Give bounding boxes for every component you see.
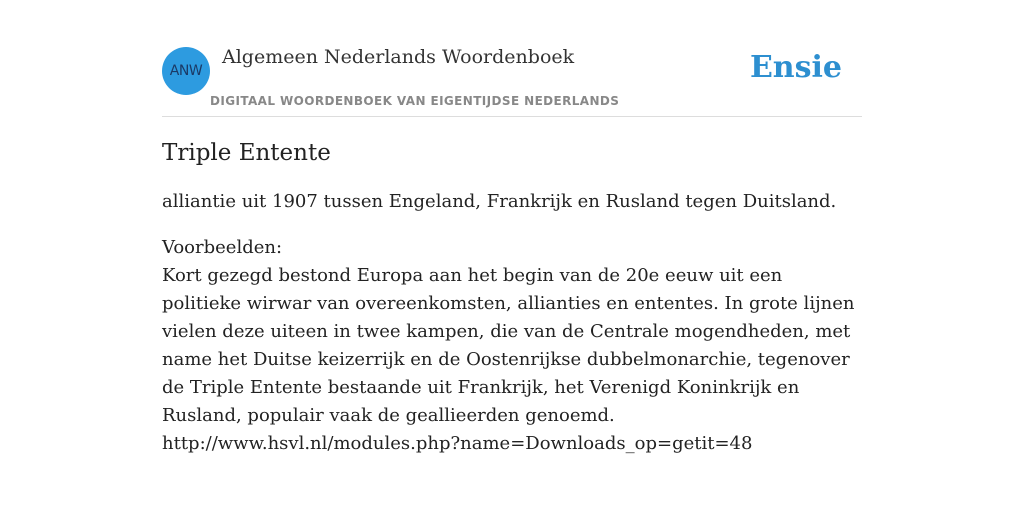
example-source: http://www.hsvl.nl/modules.php?name=Downloads_op=getit=48	[162, 433, 753, 454]
example-text: Kort gezegd bestond Europa aan het begin van de 20e eeuw uit een politieke wirwar van overeenkomsten, allianties en ententes. In grote lijnen vielen deze uiteen in twee kampen, die van de Centrale mogendheden, met name het Duitse keizerrijk en de Oostenrijkse dubbelmonarchie, tegenover de Triple Entente bestaande uit Frankrijk, het Verenigd Koninkrijk en Rusland, populair vaak de geallieerden genoemd.	[162, 265, 855, 426]
ensie-brand-logo[interactable]: Ensie	[749, 50, 842, 85]
site-header	[162, 40, 862, 117]
site-title[interactable]: Algemeen Nederlands Woordenboek	[222, 46, 575, 68]
entry-content	[162, 140, 862, 458]
entry-term: Triple Entente	[162, 140, 331, 166]
examples-label: Voorbeelden:	[162, 237, 283, 258]
examples-block	[162, 234, 862, 458]
entry-definition: alliantie uit 1907 tussen Engeland, Frankrijk en Rusland tegen Duitsland.	[162, 191, 837, 212]
site-subtitle: DIGITAAL WOORDENBOEK VAN EIGENTIJDSE NEDERLANDS	[210, 94, 620, 108]
logo-text: ANW	[169, 63, 203, 79]
anw-logo[interactable]	[162, 47, 210, 95]
